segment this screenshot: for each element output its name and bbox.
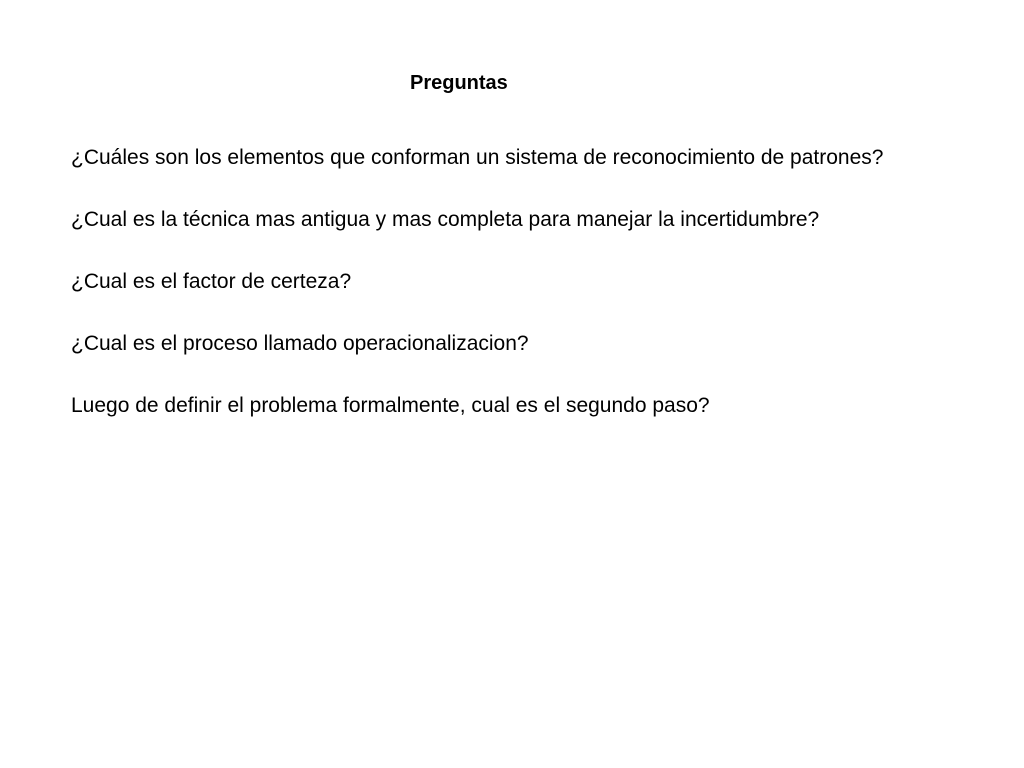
question-item: ¿Cual es el proceso llamado operacionalizacion?	[71, 332, 529, 355]
question-item: ¿Cual es la técnica mas antigua y mas completa para manejar la incertidumbre?	[71, 208, 820, 231]
slide-title: Preguntas	[410, 72, 508, 94]
question-list	[71, 142, 961, 452]
question-item: ¿Cual es el factor de certeza?	[71, 270, 352, 293]
question-item: ¿Cuáles son los elementos que conforman un sistema de reconocimiento de patrones?	[71, 146, 884, 169]
question-item: Luego de definir el problema formalmente, cual es el segundo paso?	[71, 394, 710, 417]
